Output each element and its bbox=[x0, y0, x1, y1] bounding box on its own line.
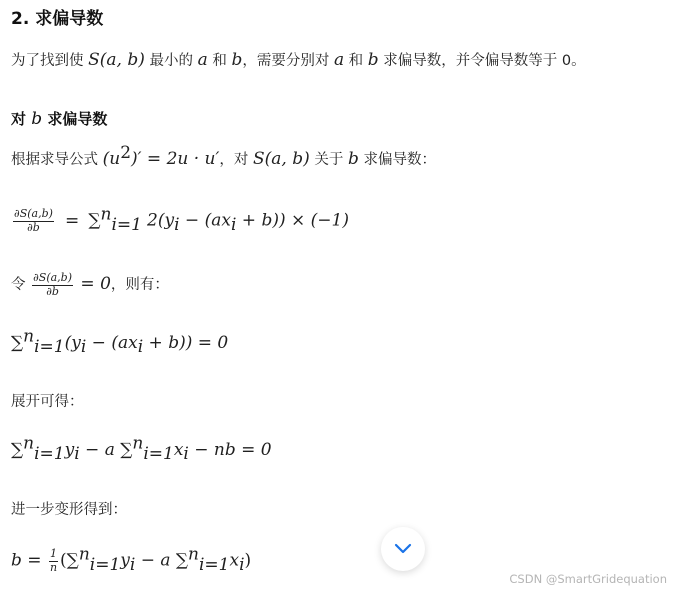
derivative-rule-paragraph: 根据求导公式 $(u^2)' = 2u \cdot u'$，对 S(a, b) 关于 b 求偏导数： bbox=[11, 143, 436, 169]
section-heading: 2. 求偏导数 bbox=[11, 9, 104, 29]
equation-sum-zero: $\sum^n_{i=1}(y_i - (ax_i + b)) = 0$ bbox=[11, 326, 229, 358]
equation-partial-b: $\frac{\partial S(a,b)}{\partial b}$ = ∑$^n_{i=1}$ $2(y_i - (ax_i + b)) \times (-1)$ bbox=[14, 204, 349, 235]
scroll-down-button[interactable] bbox=[381, 527, 425, 571]
chevron-down-icon bbox=[394, 543, 412, 555]
further-label: 进一步变形得到： bbox=[11, 502, 127, 518]
subsection-heading: 对 b 求偏导数 bbox=[11, 109, 108, 129]
equation-expanded: $\sum^n_{i=1}y_i - a$ $\sum^n_{i=1}x_i$ − nb = 0 bbox=[11, 433, 272, 465]
intro-paragraph: 为了找到使 S(a, b) 最小的 a 和 b，需要分别对 a 和 b 求偏导数，并令偏导数等于 0。 bbox=[11, 50, 586, 70]
expand-label: 展开可得： bbox=[11, 394, 84, 410]
equation-b-solution: b = $\frac{1}{n}$ ($\sum^n_{i=1}y_i - a$ $\sum^n_{i=1}x_i$) bbox=[11, 544, 252, 575]
set-zero-paragraph: 令 $\frac{\partial S(a,b)}{\partial b}$ = 0，则有： bbox=[11, 271, 169, 298]
watermark: CSDN @SmartGridequation bbox=[509, 572, 667, 586]
